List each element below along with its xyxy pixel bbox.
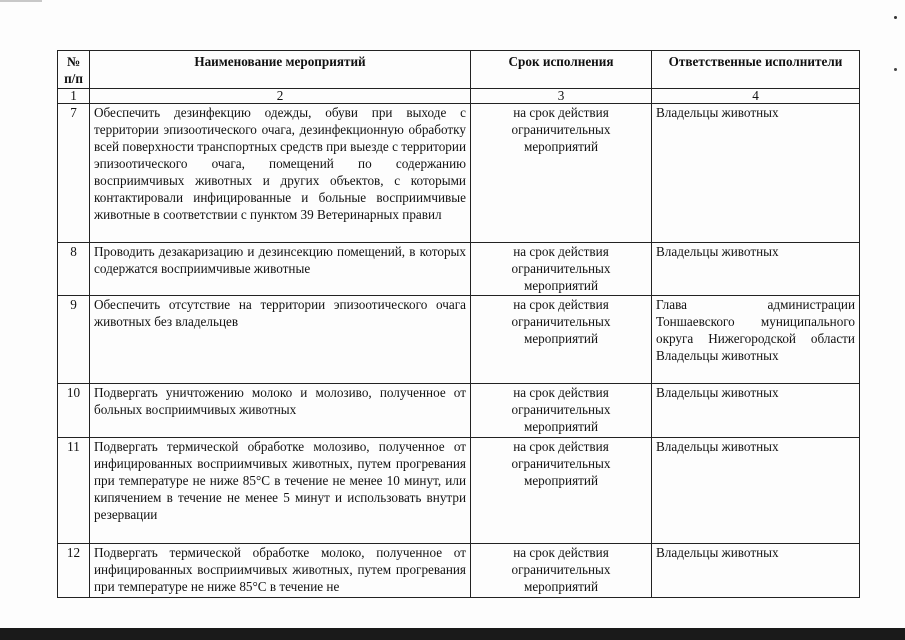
measure-text: Подвергать термической обработке молозиво, полученное от инфицированных восприимчивых животных, путем прогревания при температуре не ниже 85°С в течение не менее 10 минут, или кипячением в течение не менее 5 минут и использовать внутри резервации xyxy=(90,438,471,544)
measures-table xyxy=(57,50,860,598)
table-row xyxy=(58,104,860,243)
term-text: на срок действия ограничительных мероприятий xyxy=(471,384,652,438)
header-responsible: Ответственные исполнители xyxy=(652,51,860,89)
measure-text: Обеспечить дезинфекцию одежды, обуви при выходе с территории эпизоотического очага, дезинфекционную обработку всей поверхности транспортных средств при выезде с территории эпизоотического очага, помещений по содержанию восприимчивых животных и других объектов, с которыми контактировали инфицированные и больные восприимчивые животные в соответствии с пунктом 39 Ветеринарных правил xyxy=(90,104,471,243)
column-number: 1 xyxy=(58,89,90,104)
table-row xyxy=(58,243,860,296)
responsible-text: Глава администрации Тоншаевского муниципального округа Нижегородской области Владельцы животных xyxy=(652,296,860,384)
header-num: № п/п xyxy=(58,51,90,89)
responsible-text: Владельцы животных xyxy=(652,104,860,243)
measure-text: Подвергать термической обработке молоко, полученное от инфицированных восприимчивых животных, путем прогревания при температуре не ниже 85°С в течение не xyxy=(90,544,471,598)
table-row xyxy=(58,438,860,544)
row-number: 10 xyxy=(58,384,90,438)
responsible-text: Владельцы животных xyxy=(652,243,860,296)
term-text: на срок действия ограничительных мероприятий xyxy=(471,104,652,243)
measure-text: Проводить дезакаризацию и дезинсекцию помещений, в которых содержатся восприимчивые животные xyxy=(90,243,471,296)
term-text: на срок действия ограничительных мероприятий xyxy=(471,296,652,384)
row-number: 11 xyxy=(58,438,90,544)
column-number: 2 xyxy=(90,89,471,104)
scan-artifact-dot xyxy=(894,68,897,71)
term-text: на срок действия ограничительных мероприятий xyxy=(471,438,652,544)
measure-text: Подвергать уничтожению молоко и молозиво, полученное от больных восприимчивых животных xyxy=(90,384,471,438)
header-measure: Наименование мероприятий xyxy=(90,51,471,89)
term-text: на срок действия ограничительных мероприятий xyxy=(471,544,652,598)
term-text: на срок действия ограничительных мероприятий xyxy=(471,243,652,296)
table-row xyxy=(58,544,860,598)
responsible-text: Владельцы животных xyxy=(652,384,860,438)
responsible-text: Владельцы животных xyxy=(652,438,860,544)
measure-text: Обеспечить отсутствие на территории эпизоотического очага животных без владельцев xyxy=(90,296,471,384)
scan-artifact-top xyxy=(0,0,42,2)
header-term: Срок исполнения xyxy=(471,51,652,89)
table-row xyxy=(58,384,860,438)
scan-bottom-edge xyxy=(0,628,905,640)
scan-artifact-dot xyxy=(894,16,897,19)
responsible-text: Владельцы животных xyxy=(652,544,860,598)
row-number: 12 xyxy=(58,544,90,598)
column-number: 3 xyxy=(471,89,652,104)
header-row xyxy=(58,51,860,89)
column-number: 4 xyxy=(652,89,860,104)
row-number: 8 xyxy=(58,243,90,296)
table-row xyxy=(58,296,860,384)
row-number: 9 xyxy=(58,296,90,384)
row-number: 7 xyxy=(58,104,90,243)
column-numbers-row xyxy=(58,89,860,104)
